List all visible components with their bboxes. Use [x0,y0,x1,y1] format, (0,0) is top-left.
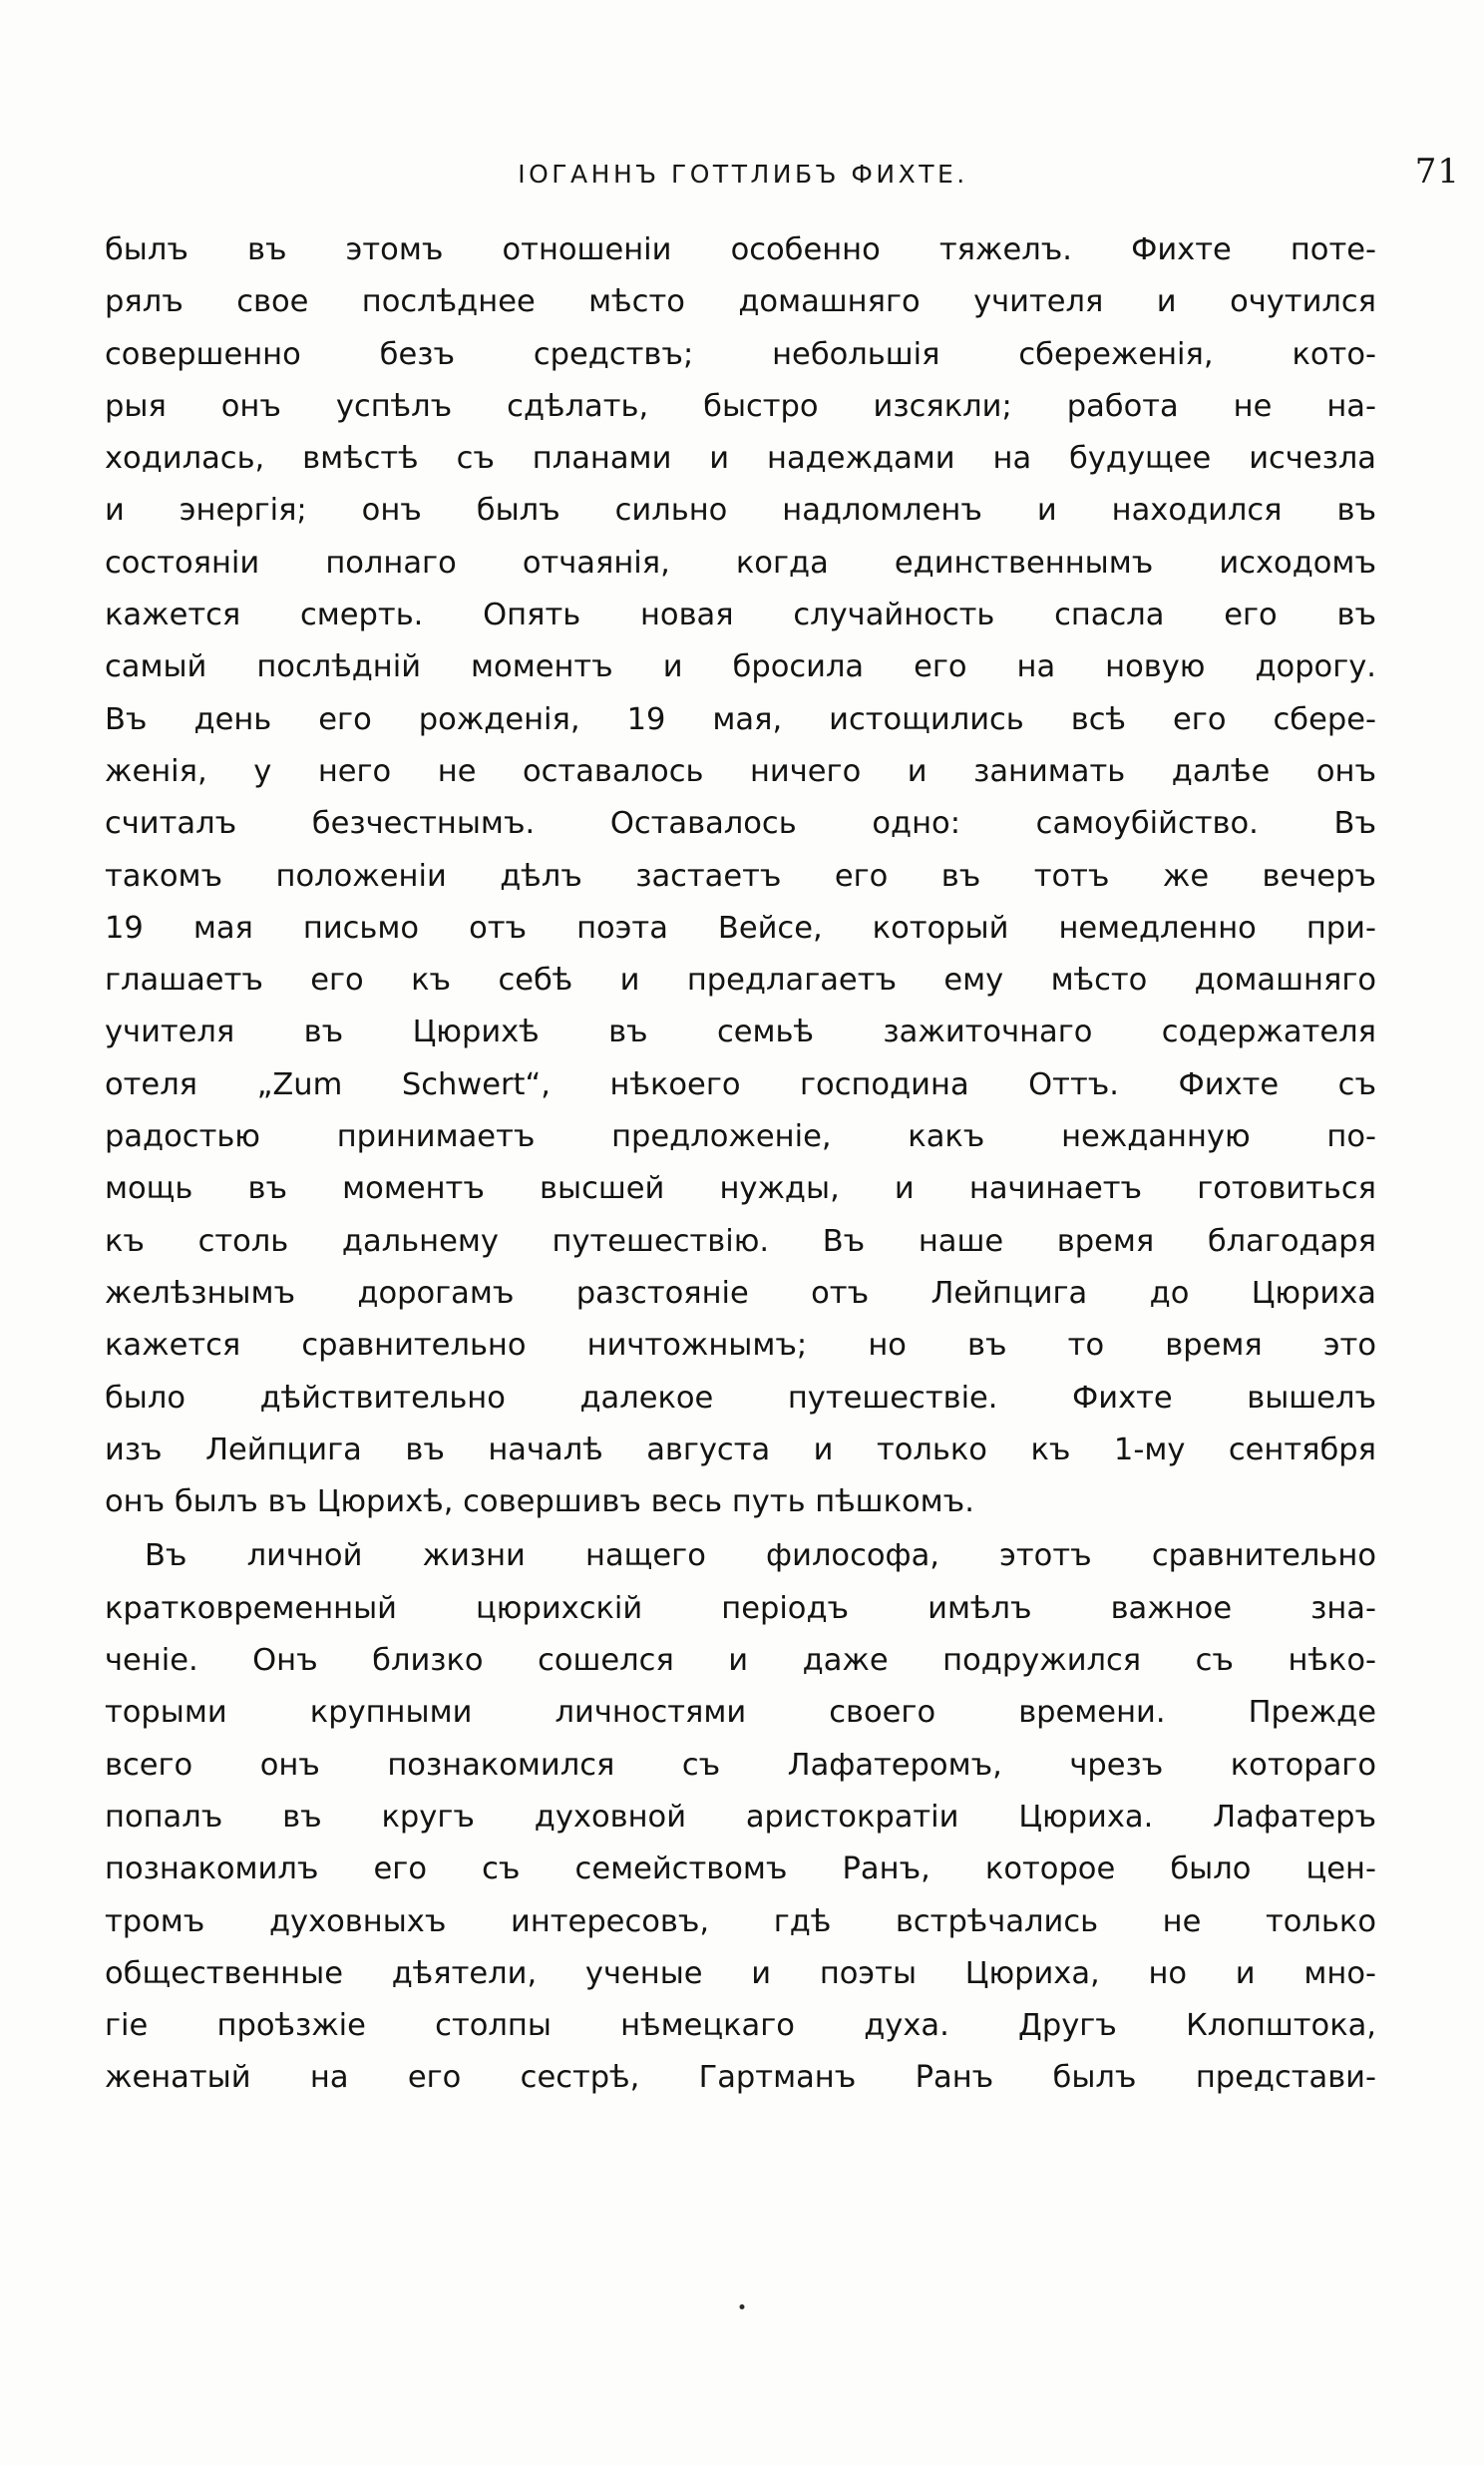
text-line: и энергія; онъ былъ сильно надломленъ и находился въ [105,493,1376,529]
text-line: ходилась, вмѣстѣ съ планами и надеждами на будущее исчезла [105,441,1376,477]
text-line: рялъ свое послѣднее мѣсто домашняго учителя и очутился [105,284,1376,320]
text-line: кажется смерть. Опять новая случайность спасла его въ [105,598,1376,633]
text-line: всего онъ познакомился съ Лафатеромъ, чрезъ котораго [105,1747,1376,1783]
body-text [105,224,1376,2105]
text-line: кажется сравнительно ничтожнымъ; но въ то время это [105,1328,1376,1364]
text-line: къ столь дальнему путешествію. Въ наше время благодаря [105,1223,1376,1259]
page-header [110,160,1376,200]
text-line: кратковременный цюрихскій періодъ имѣлъ важное зна- [105,1590,1376,1626]
text-line: изъ Лейпцига въ началѣ августа и только къ 1-му сентября [105,1432,1376,1467]
text-line: учителя въ Цюрихѣ въ семьѣ зажиточнаго содержателя [105,1015,1376,1050]
running-title: ІОГАННЪ ГОТТЛИБЪ ФИХТЕ. [518,160,968,189]
text-line: отеля „Zum Schwert“, нѣкоего господина Оттъ. Фихте съ [105,1066,1376,1102]
text-line: торыми крупными личностями своего времени. Прежде [105,1695,1376,1731]
text-line: тромъ духовныхъ интересовъ, гдѣ встрѣчались не только [105,1903,1376,1939]
text-line: было дѣйствительно далекое путешествіе. Фихте вышелъ [105,1380,1376,1416]
text-line: былъ въ этомъ отношеніи особенно тяжелъ. Фихте поте- [105,232,1376,267]
paragraph-2 [105,1530,1376,2104]
page-number: 71 [1414,152,1460,192]
text-line: онъ былъ въ Цюрихѣ, совершивъ весь путь пѣшкомъ. [105,1484,974,1520]
text-line: считалъ безчестнымъ. Оставалось одно: самоубійство. Въ [105,806,1376,842]
text-line: гіе проѣзжіе столпы нѣмецкаго духа. Другъ Клопштока, [105,2008,1376,2044]
text-line: попалъ въ кругъ духовной аристократіи Цюриха. Лафатеръ [105,1799,1376,1835]
text-line: желѣзнымъ дорогамъ разстояніе отъ Лейпцига до Цюриха [105,1275,1376,1311]
text-line: познакомилъ его съ семействомъ Ранъ, которое было цен- [105,1851,1376,1887]
text-line: такомъ положеніи дѣлъ застаетъ его въ тотъ же вечеръ [105,858,1376,894]
text-line: Въ день его рожденія, 19 мая, истощились всѣ его сбере- [105,701,1376,737]
text-line: совершенно безъ средствъ; небольшія сбереженія, кото- [105,336,1376,372]
text-line: мощь въ моментъ высшей нужды, и начинаетъ готовиться [105,1171,1376,1207]
text-line: общественные дѣятели, ученые и поэты Цюриха, но и мно- [105,1955,1376,1991]
text-line: состояніи полнаго отчаянія, когда единственнымъ исходомъ [105,545,1376,581]
text-line: женія, у него не оставалось ничего и занимать далѣе онъ [105,753,1376,789]
text-line: самый послѣдній моментъ и бросила его на новую дорогу. [105,649,1376,685]
text-line: ченіе. Онъ близко сошелся и даже подружился съ нѣко- [105,1643,1376,1679]
paragraph-1 [105,224,1376,1528]
text-line: 19 мая письмо отъ поэта Вейсе, который немедленно при- [105,910,1376,946]
text-line: женатый на его сестрѣ, Гартманъ Ранъ былъ представи- [105,2060,1376,2096]
text-line: рыя онъ успѣлъ сдѣлать, быстро изсякли; работа не на- [105,388,1376,424]
footer-mark [740,2304,745,2309]
text-line: радостью принимаетъ предложеніе, какъ нежданную по- [105,1119,1376,1155]
text-line: Въ личной жизни нащего философа, этотъ сравнительно [145,1538,1376,1574]
text-line: глашаетъ его къ себѣ и предлагаетъ ему мѣсто домашняго [105,963,1376,999]
